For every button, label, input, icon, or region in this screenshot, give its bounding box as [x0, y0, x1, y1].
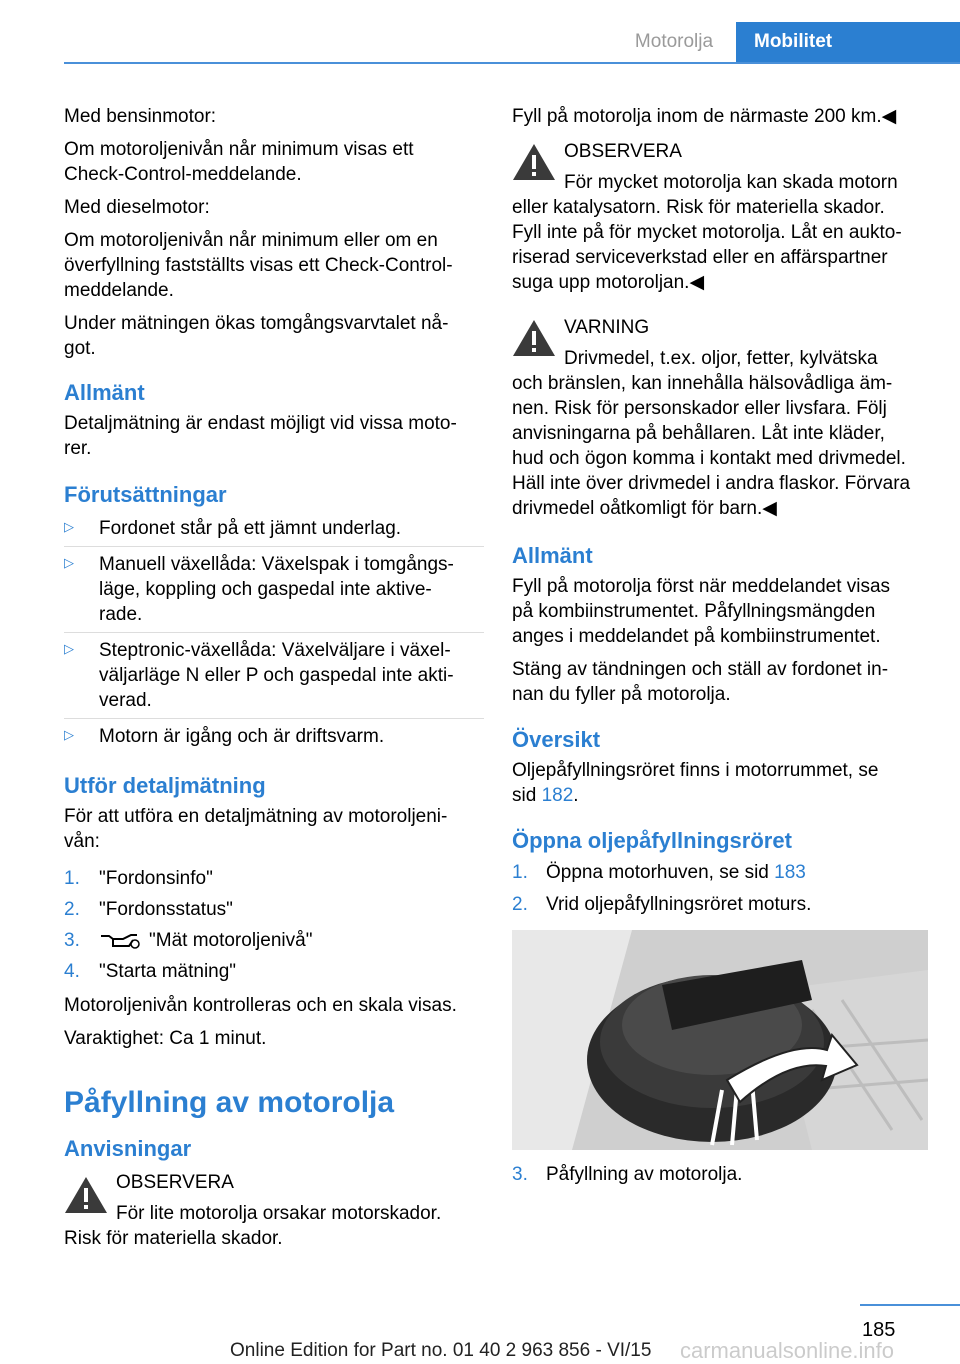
paragraph: på kombiinstrumentet. Påfyllningsmängden — [512, 601, 876, 622]
heading-oppna-oljepafyllningsroret: Öppna oljepåfyllningsröret — [512, 828, 792, 853]
list-item — [512, 1162, 932, 1194]
warning-text: Risk för materiella skador. — [64, 1228, 283, 1249]
step-number: 4. — [64, 961, 80, 982]
warning-text: anvisningarna på behållaren. Låt inte kläder, — [512, 423, 885, 444]
heading-forutsattningar: Förutsättningar — [64, 482, 227, 507]
oil-can-icon — [99, 930, 141, 955]
warning-title: OBSERVERA — [564, 141, 682, 162]
warning-text: För lite motorolja orsakar motorskador. — [116, 1203, 442, 1224]
triangle-bullet-icon: ▷ — [64, 641, 74, 656]
list-item — [64, 724, 484, 749]
warning-text: eller katalysatorn. Risk för materiella skador. — [512, 197, 885, 218]
list-item — [512, 860, 932, 892]
step-number: 2. — [64, 899, 80, 920]
list-item-text: "Starta mätning" — [99, 961, 237, 982]
paragraph: För att utföra en detaljmätning av motoroljeni‐ — [64, 806, 448, 827]
list-item-text: "Mät motoroljenivå" — [149, 930, 313, 951]
triangle-bullet-icon: ▷ — [64, 555, 74, 570]
list-item — [64, 516, 484, 541]
warning-box — [512, 315, 932, 521]
triangle-bullet-icon: ▷ — [64, 519, 74, 534]
paragraph: got. — [64, 338, 96, 359]
list-item — [64, 897, 484, 928]
warning-text: För mycket motorolja kan skada motorn — [564, 172, 898, 193]
list-item — [64, 959, 484, 990]
warning-text: riserad serviceverkstad eller en affärspartner — [512, 247, 888, 268]
paragraph: Check-Control-meddelande. — [64, 164, 302, 185]
paragraph: meddelande. — [64, 280, 174, 301]
warning-triangle-icon — [512, 319, 556, 357]
warning-triangle-icon — [64, 1176, 108, 1214]
paragraph: Motoroljenivån kontrolleras och en skala visas. — [64, 995, 457, 1016]
warning-title: VARNING — [564, 317, 650, 338]
header-rule — [64, 62, 960, 64]
numbered-list — [512, 860, 932, 924]
warning-box — [64, 1170, 484, 1251]
paragraph: Under mätningen ökas tomgångsvarvtalet nå‐ — [64, 313, 449, 334]
list-item-text: Steptronic-växellåda: Växelväljare i växel‐ — [99, 640, 451, 661]
footer-rule — [860, 1304, 960, 1306]
paragraph: Om motoroljenivån når minimum eller om en — [64, 230, 438, 251]
warning-text: Fyll inte på för mycket motorolja. Låt en aukto‐ — [512, 222, 902, 243]
left-column — [64, 104, 484, 1251]
page-link-182[interactable]: 182 — [541, 785, 574, 806]
warning-text: Drivmedel, t.ex. oljor, fetter, kylvätska — [564, 348, 878, 369]
heading-anvisningar: Anvisningar — [64, 1136, 192, 1161]
list-item — [64, 638, 484, 713]
list-item-text: Öppna motorhuven, se sid 183 — [546, 862, 806, 883]
paragraph: Med bensinmotor: — [64, 106, 217, 127]
step-number: 2. — [512, 894, 528, 915]
list-item-text: Vrid oljepåfyllningsröret moturs. — [546, 894, 812, 915]
oil-cap-photo — [512, 930, 928, 1150]
list-item-text: Manuell växellåda: Växelspak i tomgångs‐ — [99, 554, 454, 575]
list-item — [64, 928, 484, 959]
list-item-text: väljarläge N eller P och gaspedal inte akti‐ — [99, 665, 454, 686]
bullet-list — [64, 516, 484, 749]
header-tab-motorolja: Motorolja — [612, 22, 736, 62]
paragraph: Oljepåfyllningsröret finns i motorrummet, se — [512, 760, 879, 781]
paragraph: Med dieselmotor: — [64, 197, 210, 218]
warning-text: och bränslen, kan innehålla hälsovådliga äm‐ — [512, 373, 893, 394]
page-number: 185 — [862, 1319, 896, 1341]
list-item — [64, 552, 484, 627]
warning-box — [512, 139, 932, 295]
step-number: 1. — [64, 868, 80, 889]
paragraph: överfyllning fastställts visas ett Check-Control- — [64, 255, 453, 276]
paragraph: Fyll på motorolja först när meddelandet visas — [512, 576, 891, 597]
footer-edition: Online Edition for Part no. 01 40 2 963 856 - VI/15 — [230, 1340, 652, 1361]
list-item-text: Fordonet står på ett jämnt underlag. — [99, 518, 402, 539]
footer-watermark: carmanualsonline.info — [680, 1338, 895, 1363]
warning-text: suga upp motoroljan.◀ — [512, 272, 705, 293]
list-item-text: "Fordonsinfo" — [99, 868, 213, 889]
numbered-list — [64, 866, 484, 990]
list-item-text: Påfyllning av motorolja. — [546, 1164, 743, 1185]
paragraph: Varaktighet: Ca 1 minut. — [64, 1028, 267, 1049]
list-item — [64, 866, 484, 897]
step-number: 3. — [64, 930, 80, 951]
paragraph: Om motoroljenivån når minimum visas ett — [64, 139, 414, 160]
warning-triangle-icon — [512, 143, 556, 181]
step-number: 1. — [512, 862, 528, 883]
triangle-bullet-icon: ▷ — [64, 727, 74, 742]
paragraph: Detaljmätning är endast möjligt vid vissa moto‐ — [64, 413, 457, 434]
list-item-text: verad. — [99, 690, 152, 711]
heading-oversikt: Översikt — [512, 727, 601, 752]
paragraph: anges i meddelandet på kombiinstrumentet. — [512, 626, 881, 647]
header-tab-mobilitet: Mobilitet — [736, 22, 960, 62]
list-item-text: rade. — [99, 604, 143, 625]
heading-pafyllning: Påfyllning av motorolja — [64, 1086, 395, 1119]
warning-text: drivmedel oåtkomligt för barn.◀ — [512, 498, 777, 519]
page-link-183[interactable]: 183 — [774, 862, 806, 883]
paragraph: Stäng av tändningen och ställ av fordonet in‐ — [512, 659, 889, 680]
paragraph: rer. — [64, 438, 92, 459]
list-item — [512, 892, 932, 924]
paragraph: vån: — [64, 831, 100, 852]
warning-text: nen. Risk för personskador eller livsfara. Följ — [512, 398, 887, 419]
warning-text: Häll inte över drivmedel i andra flaskor. Förvara — [512, 473, 911, 494]
right-column — [512, 104, 932, 1194]
heading-allmant-right: Allmänt — [512, 543, 593, 568]
paragraph: nan du fyller på motorolja. — [512, 684, 731, 705]
paragraph: Fyll på motorolja inom de närmaste 200 km.◀ — [512, 106, 897, 127]
heading-utfor-detaljmatning: Utför detaljmätning — [64, 773, 266, 798]
paragraph: sid 182. — [512, 785, 579, 806]
list-item-text: "Fordonsstatus" — [99, 899, 233, 920]
heading-allmant: Allmänt — [64, 380, 145, 405]
warning-text: hud och ögon komma i kontakt med drivmedel. — [512, 448, 906, 469]
step-number: 3. — [512, 1164, 528, 1185]
list-item-text: Motorn är igång och är driftsvarm. — [99, 726, 385, 747]
list-item-text: läge, koppling och gaspedal inte aktive‐ — [99, 579, 432, 600]
warning-title: OBSERVERA — [116, 1172, 234, 1193]
